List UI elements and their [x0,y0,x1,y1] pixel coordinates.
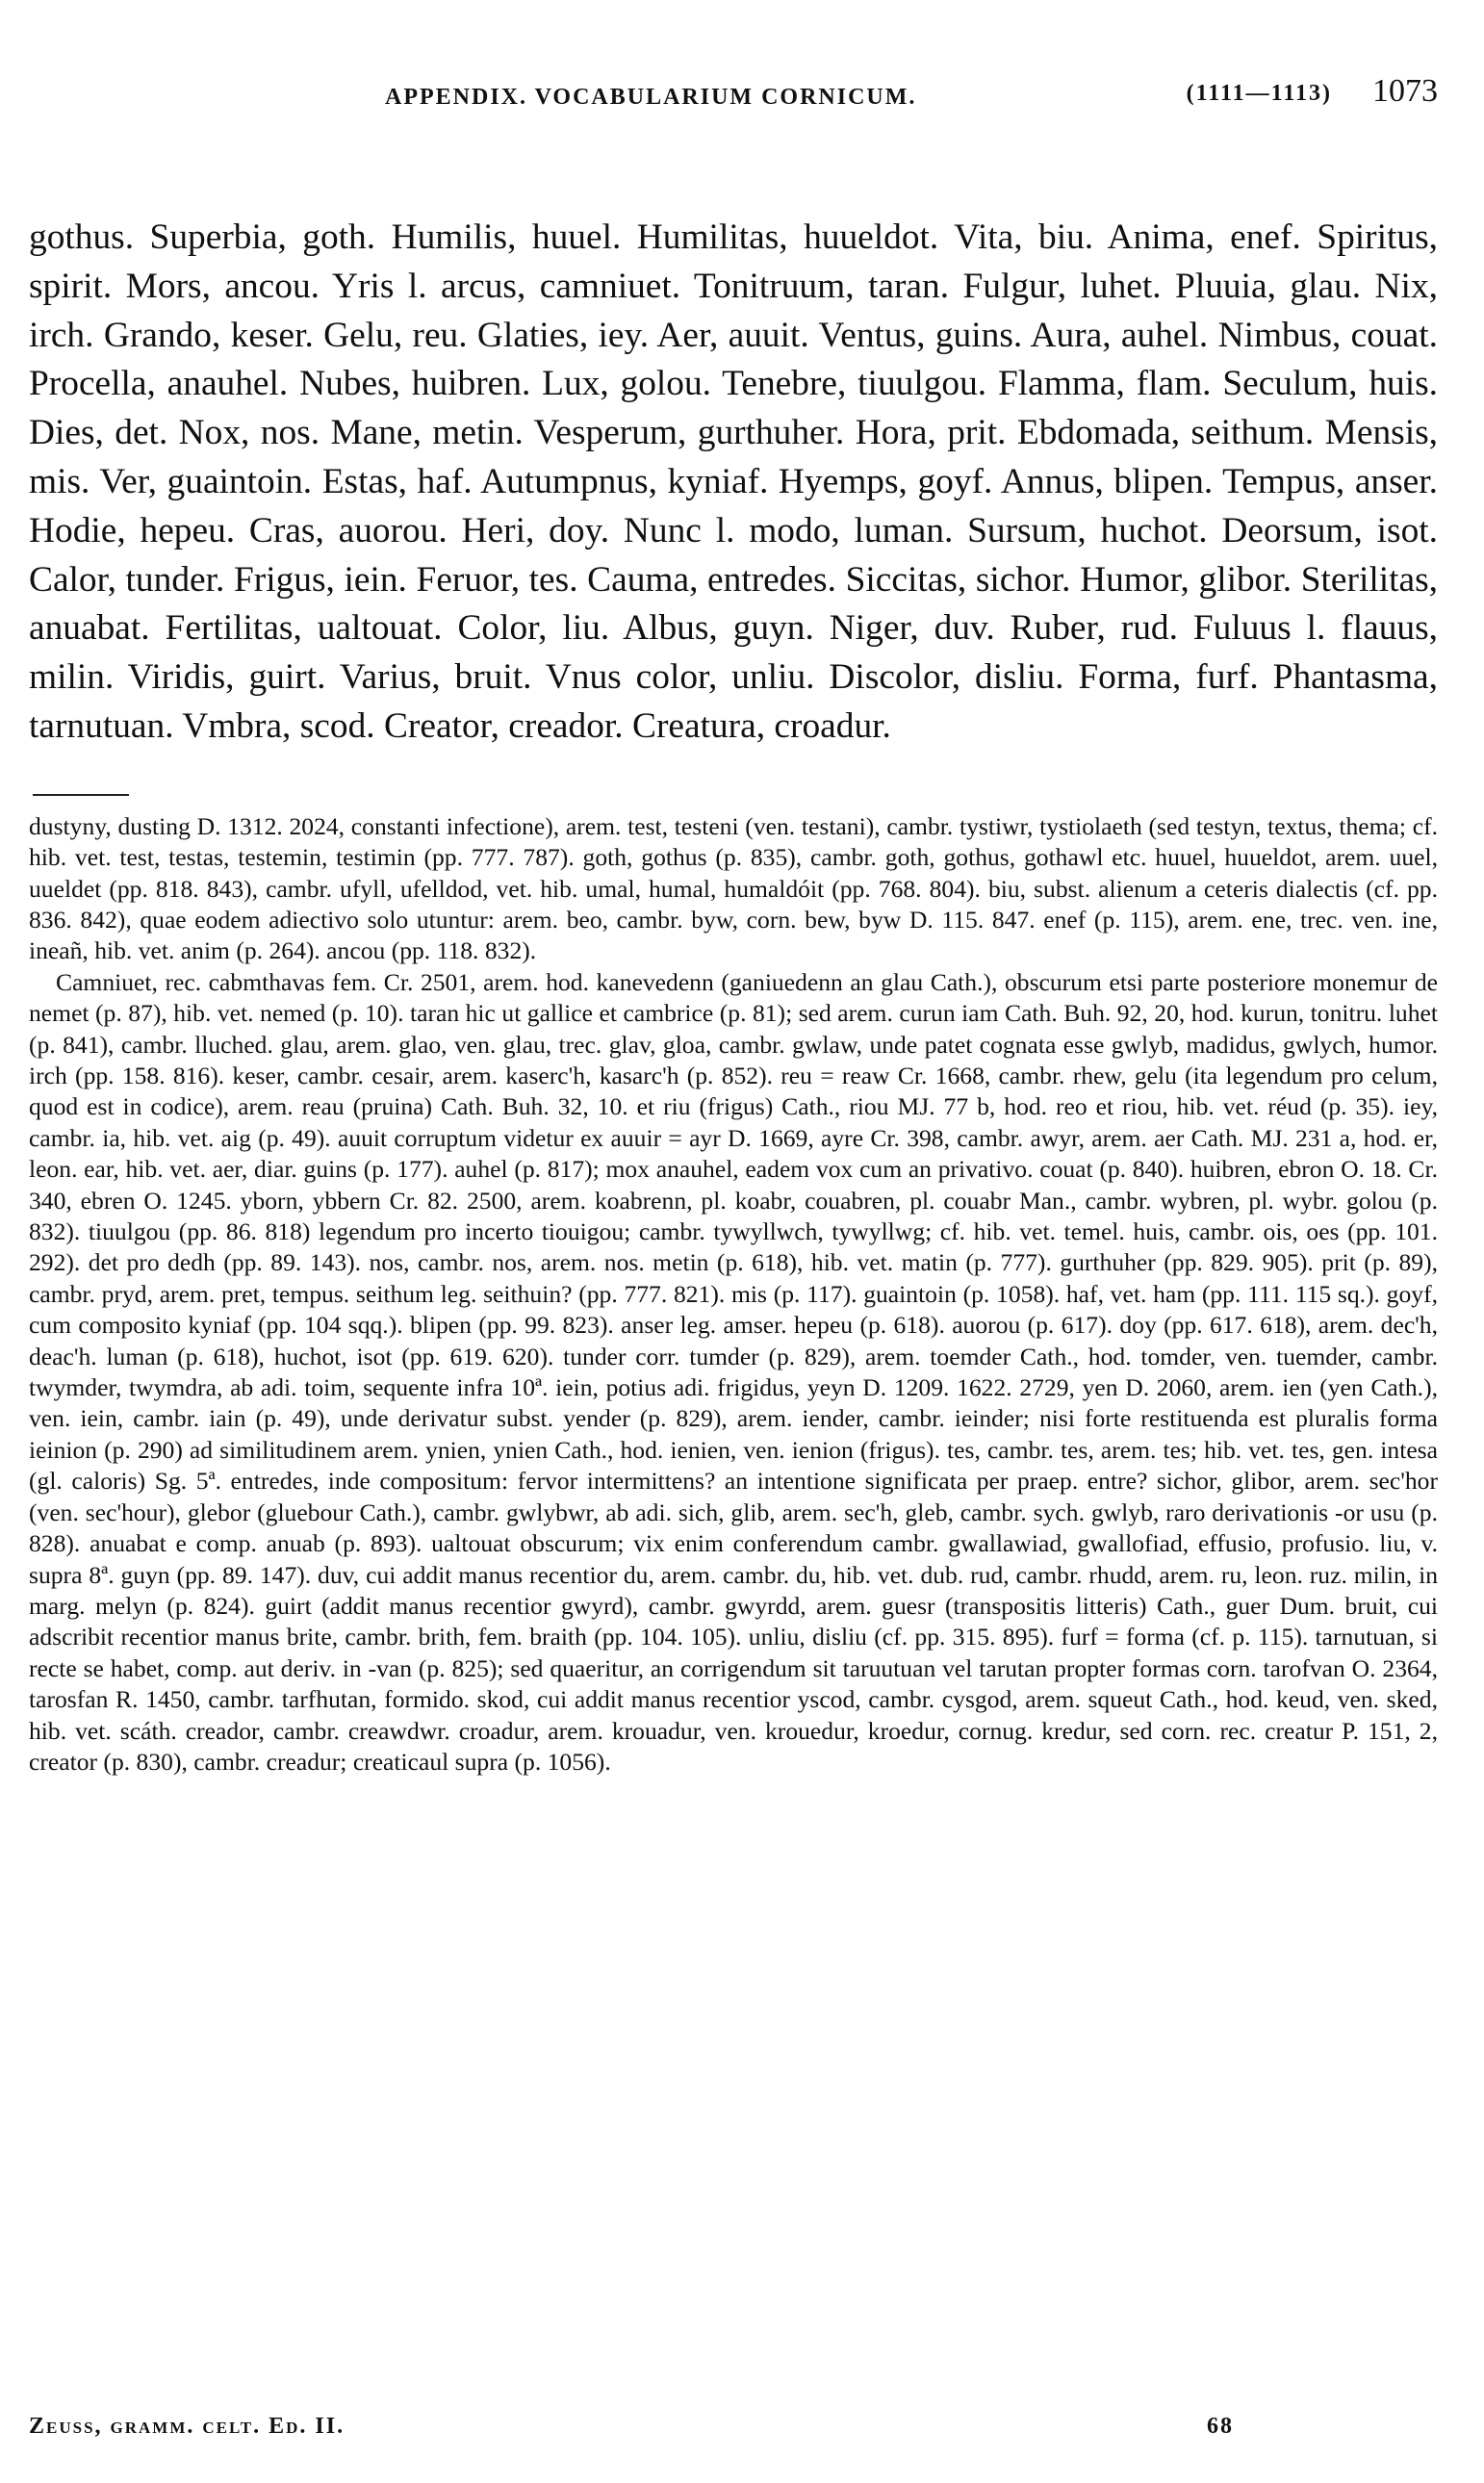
printer-signature-number: 68 [1207,2414,1234,2439]
page-number: 1073 [1372,73,1438,109]
footnote-separator-rule [33,794,129,796]
footer [29,2414,1438,2452]
footnote-paragraph-2: Camniuet, rec. cabmthavas fem. Cr. 2501, arem. hod. kanevedenn (ganiuedenn an glau Cath.), obscurum etsi parte posteriore monemur de nemet (p. 87), hib. vet. nemed (p. 10). taran hic ut gallice et cambrice (p. 81); sed arem. curun iam Cath. Buh. 92, 20, hod. kurun, tonitru. luhet (p. 841), cambr. lluched. glau, arem. glao, ven. glau, trec. glav, gloa, cambr. gwlaw, unde patet cognata esse gwlyb, madidus, gwlych, humor. irch (pp. 158. 816). keser, cambr. cesair, arem. kaserc'h, kasarc'h (p. 852). reu = reaw Cr. 1668, cambr. rhew, gelu (ita legendum pro celum, quod est in codice), arem. reau (pruina) Cath. Buh. 32, 10. et riu (frigus) Cath., riou MJ. 77 b, hod. reo et riou, hib. vet. réud (p. 35). iey, cambr. ia, hib. vet. aig (p. 49). auuit corruptum videtur ex auuir = ayr D. 1669, ayre Cr. 398, cambr. awyr, arem. aer Cath. MJ. 231 a, hod. er, leon. ear, hib. vet. aer, diar. guins (p. 177). auhel (p. 817); mox anauhel, eadem vox cum an privativo. couat (p. 840). huibren, ebron O. 18. Cr. 340, ebren O. 1245. yborn, ybbern Cr. 82. 2500, arem. koabrenn, pl. koabr, couabren, pl. couabr Man., cambr. wybren, pl. wybr. golou (p. 832). tiuulgou (pp. 86. 818) legendum pro incerto tiouigou; cambr. tywyllwch, tywyllwg; cf. hib. vet. temel. huis, cambr. ois, oes (pp. 101. 292). det pro dedh (pp. 89. 143). nos, cambr. nos, arem. nos. metin (p. 618), hib. vet. matin (p. 777). gurthuher (pp. 829. 905). prit (p. 89), cambr. pryd, arem. pret, tempus. seithum leg. seithuin? (pp. 777. 821). mis (p. 117). guaintoin (p. 1058). haf, vet. ham (pp. 111. 115 sq.). goyf, cum composito kyniaf (pp. 104 sqq.). blipen (pp. 99. 823). anser leg. amser. hepeu (p. 618). auorou (p. 617). doy (pp. 617. 618), arem. dec'h, deac'h. luman (p. 618), huchot, isot (pp. 619. 620). tunder corr. tumder (p. 829), arem. toemder Cath., hod. tomder, ven. tuemder, cambr. twymder, twymdra, ab adi. toim, sequente infra 10ª. iein, potius adi. frigidus, yeyn D. 1209. 1622. 2729, yen D. 2060, arem. ien (yen Cath.), ven. iein, cambr. iain (p. 49), unde derivatur subst. yender (p. 829), arem. iender, cambr. ieinder; nisi forte restituenda est pluralis forma ieinion (p. 290) ad similitudinem arem. ynien, ynien Cath., hod. ienien, ven. ienion (frigus). tes, cambr. tes, arem. tes; hib. vet. tes, gen. intesa (gl. caloris) Sg. 5ª. entredes, inde compositum: fervor intermittens? an intentione significata per praep. entre? sichor, glibor, arem. sec'hor (ven. sec'hour), glebor (gluebour Cath.), cambr. gwlybwr, ab adi. sich, glib, arem. sec'h, gleb, cambr. sych. gwlyb, raro derivationis -or usu (p. 828). anuabat e comp. anuab (p. 893). ualtouat obscurum; vix enim conferendum cambr. gwallawiad, gwallofiad, effusio, profusio. liu, v. supra 8ª. guyn (pp. 89. 147). duv, cui addit manus recentior du, arem. cambr. du, hib. vet. dub. rud, cambr. rhudd, arem. ru, leon. ruz. milin, in marg. melyn (p. 824). guirt (addit manus recentior gwyrd), cambr. gwyrdd, arem. guesr (transpositis litteris) Cath., guer Dum. bruit, cui adscribit recentior manus brite, cambr. brith, fem. braith (pp. 104. 105). unliu, disliu (cf. pp. 315. 895). furf = forma (cf. p. 115). tarnutuan, si recte se habet, comp. aut deriv. in -van (p. 825); sed quaeritur, an corrigendum sit taruutuan vel tarutan propter formas corn. tarofvan O. 2364, tarosfan R. 1450, cambr. tarfhutan, formido. skod, cui addit manus recentior yscod, cambr. cysgod, arem. squeut Cath., hod. keud, ven. sked, hib. vet. scáth. creador, cambr. creawdwr. croadur, arem. krouadur, ven. krouedur, kroedur, cornug. kredur, sed corn. rec. creatur P. 151, 2, creator (p. 830), cambr. creadur; creaticaul supra (p. 1056). [29,967,1438,1776]
running-head-range: (1111—1113) [1186,81,1332,106]
footnotes [29,811,1438,1779]
vocabulary-main-text: gothus. Superbia, goth. Humilis, huuel. Humilitas, huueldot. Vita, biu. Anima, enef. Spiritus, spirit. Mors, ancou. Yris l. arcus, camniuet. Tonitruum, taran. Fulgur, luhet. Pluuia, glau. Nix, irch. Grando, keser. Gelu, reu. Glaties, iey. Aer, auuit. Ventus, guins. Aura, auhel. Nimbus, couat. Procella, anauhel. Nubes, huibren. Lux, golou. Tenebre, tiuulgou. Flamma, flam. Seculum, huis. Dies, det. Nox, nos. Mane, metin. Vesperum, gurthuher. Hora, prit. Ebdomada, seithum. Mensis, mis. Ver, guaintoin. Estas, haf. Autumpnus, kyniaf. Hyemps, goyf. Annus, blipen. Tempus, anser. Hodie, hepeu. Cras, auorou. Heri, doy. Nunc l. modo, luman. Sursum, huchot. Deorsum, isot. Calor, tunder. Frigus, iein. Feruor, tes. Cauma, entredes. Siccitas, sichor. Humor, glibor. Sterilitas, anuabat. Fertilitas, ualtouat. Color, liu. Albus, guyn. Niger, duv. Ruber, rud. Fuluus l. flauus, milin. Viridis, guirt. Varius, bruit. Vnus color, unliu. Discolor, disliu. Forma, furf. Phantasma, tarnutuan. Vmbra, scod. Creator, creador. Creatura, croadur. [29,218,1438,746]
printer-signature-title: Zeuss, gramm. celt. Ed. II. [29,2414,345,2439]
running-head [29,67,1438,125]
footnote-paragraph-1: dustyny, dusting D. 1312. 2024, constanti infectione), arem. test, testeni (ven. testani), cambr. tystiwr, tystiolaeth (sed testyn, textus, thema; cf. hib. vet. test, testas, testemin, testimin (pp. 777. 787). goth, gothus (p. 835), cambr. goth, gothus, gothawl etc. huuel, huueldot, arem. uuel, uueldet (pp. 818. 843), cambr. ufyll, ufelldod, vet. hib. umal, humal, humaldóit (pp. 768. 804). biu, subst. alienum a ceteris dialectis (cf. pp. 836. 842), quae eodem adiectivo solo utuntur: arem. beo, cambr. byw, corn. bew, byw D. 115. 847. enef (p. 115), arem. ene, trec. ven. ine, ineañ, hib. vet. anim (p. 264). ancou (pp. 118. 832). [29,811,1438,965]
running-head-title: APPENDIX. VOCABULARIUM CORNICUM. [385,85,917,110]
